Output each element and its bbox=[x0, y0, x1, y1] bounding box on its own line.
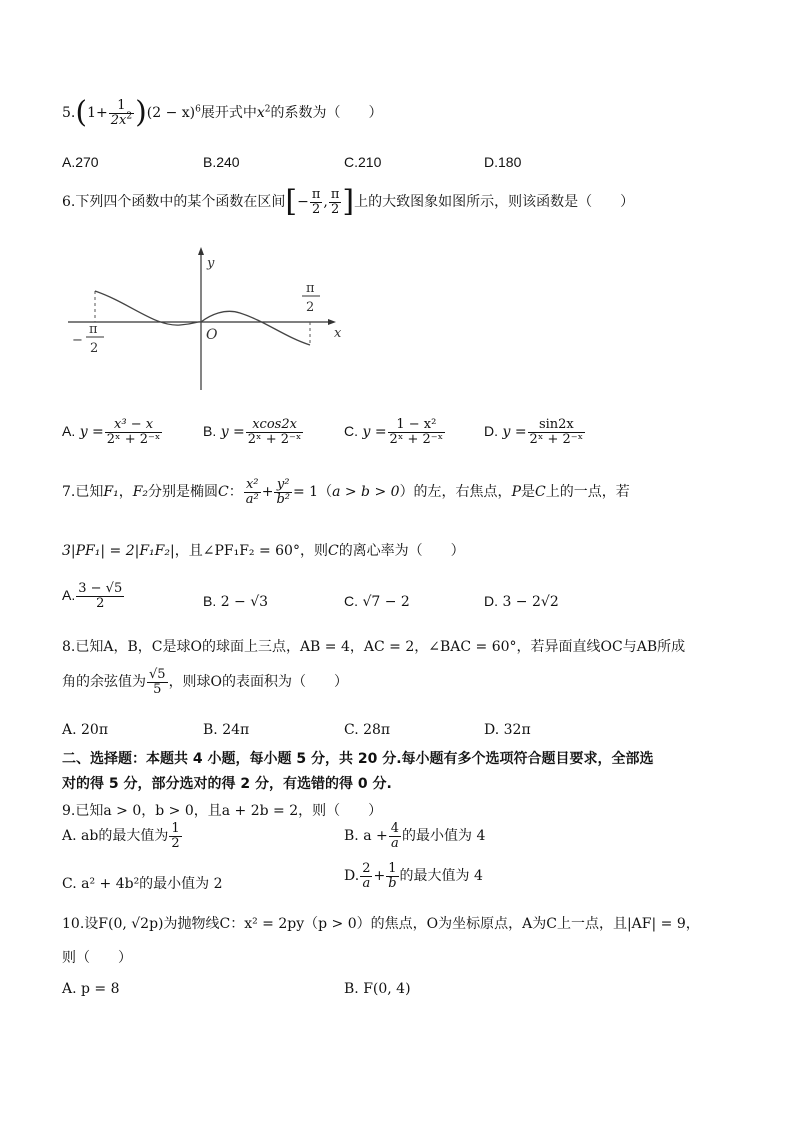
q9-a-frac bbox=[169, 822, 181, 850]
q5-one-plus: 1+ bbox=[87, 105, 108, 121]
q5-option-c[interactable]: C.210 bbox=[344, 154, 382, 170]
q10-line2: 则（ ） bbox=[62, 950, 132, 966]
q9-option-b[interactable] bbox=[344, 822, 485, 850]
q5-text-a: 展开式中 bbox=[200, 105, 257, 121]
q6-interval-right-den: 2 bbox=[330, 201, 340, 217]
q5-option-a[interactable]: A.270 bbox=[62, 154, 99, 170]
q7-c: C bbox=[218, 484, 229, 501]
q5-fraction bbox=[109, 99, 134, 127]
q6-interval-right-num: π bbox=[330, 186, 340, 202]
q6-interval-left-num: π bbox=[311, 186, 321, 202]
q9-d-frac1 bbox=[360, 862, 372, 890]
q6-a-den: 2ˣ + 2⁻ˣ bbox=[106, 431, 161, 447]
q7-option-a[interactable] bbox=[62, 582, 125, 610]
q9-d-den2: b bbox=[388, 875, 397, 891]
q7-den1: a² bbox=[245, 491, 259, 507]
q10-text-b: 为抛物线C：x² = 2py（p > 0）的焦点，O为坐标原点，A为C上一点，且|AF| = 9， bbox=[163, 916, 700, 932]
q7-den2: b² bbox=[276, 491, 290, 507]
q6-interval-left-den: 2 bbox=[311, 201, 321, 217]
q9-d-frac2 bbox=[386, 862, 398, 890]
q7-c-value: √7 − 2 bbox=[362, 594, 410, 610]
q6-c-den: 2ˣ + 2⁻ˣ bbox=[389, 431, 444, 447]
q6-stem: 6.下列四个函数中的某个函数在区间[− $\frac{\pi}{2}$ , $\frac{\pi}{2}$ ]上的大致图象如图所示，则该函数是（ ） bbox=[62, 184, 635, 219]
q7-a-num: 3 − √5 bbox=[78, 581, 123, 596]
q5-factor-exp: 6 bbox=[195, 104, 201, 115]
q6-x-arrow bbox=[328, 319, 336, 325]
q7-line2 bbox=[62, 540, 465, 560]
q9-b-text2: 的最小值为 4 bbox=[402, 828, 486, 845]
q5-frac-num: 1 bbox=[109, 99, 134, 114]
q7-line1 bbox=[62, 478, 630, 506]
q7-a-frac bbox=[76, 582, 124, 610]
q6-curve bbox=[95, 291, 310, 345]
q6-d-den: 2ˣ + 2⁻ˣ bbox=[529, 431, 584, 447]
q6-b-frac bbox=[246, 418, 304, 446]
q5-number: 5. bbox=[62, 105, 76, 121]
q6-interval-right bbox=[329, 188, 342, 216]
q9-option-c[interactable]: C. a² + 4b²的最小值为 2 bbox=[62, 876, 223, 892]
q7-cond: a > b > 0 bbox=[332, 484, 400, 501]
q8-option-d[interactable]: D. 32π bbox=[484, 722, 531, 738]
q6-text-b: 上的大致图象如图所示，则该函数是（ ） bbox=[354, 194, 635, 210]
q6-a-frac bbox=[105, 418, 163, 446]
q6-b-lhs: y = bbox=[220, 424, 245, 441]
q8-option-a[interactable]: A. 20π bbox=[62, 722, 109, 738]
q8-text-b: ，则球O的表面积为（ ） bbox=[168, 674, 349, 691]
section2-line2: 对的得 5 分，部分选对的得 2 分，有选错的得 0 分. bbox=[62, 776, 392, 792]
q9-a-text: A. ab的最大值为 bbox=[62, 828, 169, 845]
q6-y-arrow bbox=[198, 247, 204, 255]
q6-d-letter: D. bbox=[484, 423, 498, 440]
q9-option-d[interactable] bbox=[344, 862, 483, 890]
q9-d-den1: a bbox=[362, 875, 371, 891]
q7-text-c: ）的左，右焦点， bbox=[399, 484, 512, 501]
q6-right-tick-num: π bbox=[306, 281, 315, 296]
q7-plus: + bbox=[261, 484, 274, 501]
q6-a-num: x³ − x bbox=[105, 418, 163, 433]
q6-b-letter: B. bbox=[203, 423, 217, 440]
q6-left-tick-num: π bbox=[89, 322, 98, 337]
q6-option-c[interactable] bbox=[344, 418, 446, 446]
q7-p: P bbox=[511, 484, 521, 501]
q5-frac-den: 2x bbox=[110, 112, 127, 128]
q9-d-letter: D. bbox=[344, 868, 360, 885]
q9-option-a[interactable] bbox=[62, 822, 183, 850]
q6-comma: , bbox=[323, 194, 328, 210]
q9-d-num2: 1 bbox=[386, 862, 398, 877]
section2-line1: 二、选择题：本题共 4 小题，每小题 5 分，共 20 分.每小题有多个选项符合题目要求，全部选 bbox=[62, 751, 654, 767]
q7-a-den: 2 bbox=[96, 595, 105, 611]
q9-b-num: 4 bbox=[390, 821, 399, 836]
q7-colon: ： bbox=[228, 484, 243, 501]
q7-f1: F₁ bbox=[103, 484, 119, 501]
q7-text-b: 分别是椭圆 bbox=[148, 484, 219, 501]
q7-option-d[interactable] bbox=[484, 593, 559, 610]
q8-frac-num: √5 bbox=[149, 667, 166, 682]
q5-stem: 5.(1+ $\frac{1}{2x^2}$ )$(2 - x)^6$展开式中$x^2$的系数为（ ） bbox=[62, 95, 383, 130]
q7-condition: 3|PF₁| = 2|F₁F₂| bbox=[62, 543, 175, 559]
q6-interval-left bbox=[310, 188, 323, 216]
q8-line1: 8.已知A，B，C是球O的球面上三点，AB = 4，AC = 2，∠BAC = 60°，若异面直线OC与AB所成 bbox=[62, 639, 686, 655]
q8-line2 bbox=[62, 668, 348, 696]
q6-d-lhs: y = bbox=[502, 424, 527, 441]
q10-option-b[interactable]: B. F(0, 4) bbox=[344, 981, 411, 997]
q7-num2: y² bbox=[274, 478, 292, 493]
q8-frac bbox=[147, 668, 168, 696]
q6-left-tick-sign: − bbox=[72, 333, 83, 348]
q9-a-den: 2 bbox=[171, 835, 180, 851]
q6-c-num: 1 − x² bbox=[388, 418, 446, 433]
q7-d-value: 3 − 2√2 bbox=[502, 594, 559, 610]
q6-c-lhs: y = bbox=[362, 424, 387, 441]
q6-origin-label: O bbox=[206, 327, 218, 343]
q7-b-value: 2 − √3 bbox=[220, 594, 269, 610]
q5-option-b[interactable]: B.240 bbox=[203, 154, 240, 170]
q7-a-letter: A. bbox=[62, 587, 76, 604]
q9-a-num: 1 bbox=[171, 821, 180, 836]
q7-frac-x bbox=[244, 478, 261, 506]
q5-x-exp: 2 bbox=[264, 104, 271, 115]
q6-d-num: sin2x bbox=[528, 418, 586, 433]
q6-left-tick-den: 2 bbox=[90, 341, 99, 356]
q7-c-letter: C. bbox=[344, 593, 358, 609]
q9-stem: 9.已知a > 0，b > 0，且a + 2b = 2，则（ ） bbox=[62, 803, 383, 819]
q5-factor: (2 − x) bbox=[146, 105, 196, 121]
q9-b-frac bbox=[389, 822, 401, 850]
q7-b-letter: B. bbox=[203, 593, 217, 609]
q7-angle-text: ，且∠PF₁F₂ = 60°，则 bbox=[174, 543, 328, 559]
q7-question-text: 的离心率为（ ） bbox=[338, 543, 465, 559]
q6-option-a[interactable] bbox=[62, 418, 163, 446]
q6-option-b[interactable] bbox=[203, 418, 304, 446]
q5-frac-den-exp: 2 bbox=[126, 111, 133, 122]
q10-text-a: 10.设F bbox=[62, 916, 108, 932]
q9-b-text: B. a + bbox=[344, 828, 388, 845]
q7-text-d: 是 bbox=[520, 484, 535, 501]
q9-d-text: 的最大值为 4 bbox=[399, 868, 483, 885]
q9-b-den: a bbox=[390, 835, 399, 851]
q7-eq1: = 1（ bbox=[292, 484, 333, 501]
q6-b-den: 2ˣ + 2⁻ˣ bbox=[247, 431, 302, 447]
q7-num1: x² bbox=[244, 478, 261, 493]
q6-a-lhs: y = bbox=[79, 424, 104, 441]
q9-d-plus: + bbox=[373, 868, 386, 885]
q9-d-num1: 2 bbox=[362, 861, 371, 876]
q6-x-label: x bbox=[334, 326, 342, 341]
q8-text-a: 角的余弦值为 bbox=[62, 674, 146, 691]
q6-c-letter: C. bbox=[344, 423, 358, 440]
q7-option-b[interactable] bbox=[203, 593, 268, 610]
q10-option-a[interactable]: A. p = 8 bbox=[62, 981, 120, 997]
q7-f2: F₂ bbox=[132, 484, 149, 501]
q7-sep: ， bbox=[118, 484, 133, 501]
q7-text-a: 7.已知 bbox=[62, 484, 104, 501]
q6-y-label: y bbox=[207, 256, 215, 271]
q8-option-b[interactable]: B. 24π bbox=[203, 722, 250, 738]
q6-text-a: 6.下列四个函数中的某个函数在区间 bbox=[62, 194, 286, 210]
q6-a-letter: A. bbox=[62, 423, 76, 440]
q6-graph bbox=[60, 245, 360, 395]
q6-d-frac bbox=[528, 418, 586, 446]
q6-right-tick-den: 2 bbox=[306, 300, 315, 315]
q5-option-d[interactable]: D.180 bbox=[484, 154, 522, 170]
q8-frac-den: 5 bbox=[153, 681, 162, 697]
q7-option-c[interactable] bbox=[344, 593, 410, 610]
q6-c-frac bbox=[388, 418, 446, 446]
q8-option-c[interactable]: C. 28π bbox=[344, 722, 391, 738]
q7-frac-y bbox=[274, 478, 292, 506]
q5-text-b: 的系数为（ ） bbox=[270, 105, 383, 121]
q6-option-d[interactable] bbox=[484, 418, 586, 446]
q10-point: (0, √2p) bbox=[107, 916, 164, 932]
q6-b-num: xcos2x bbox=[246, 418, 304, 433]
q7-text-e: 上的一点，若 bbox=[545, 484, 630, 501]
q7-c2: C bbox=[534, 484, 546, 501]
q10-stem bbox=[62, 913, 700, 933]
q5-x: x bbox=[256, 105, 265, 121]
q6-interval-neg: − bbox=[297, 194, 309, 210]
q7-c3: C bbox=[327, 543, 339, 559]
q7-d-letter: D. bbox=[484, 593, 498, 609]
